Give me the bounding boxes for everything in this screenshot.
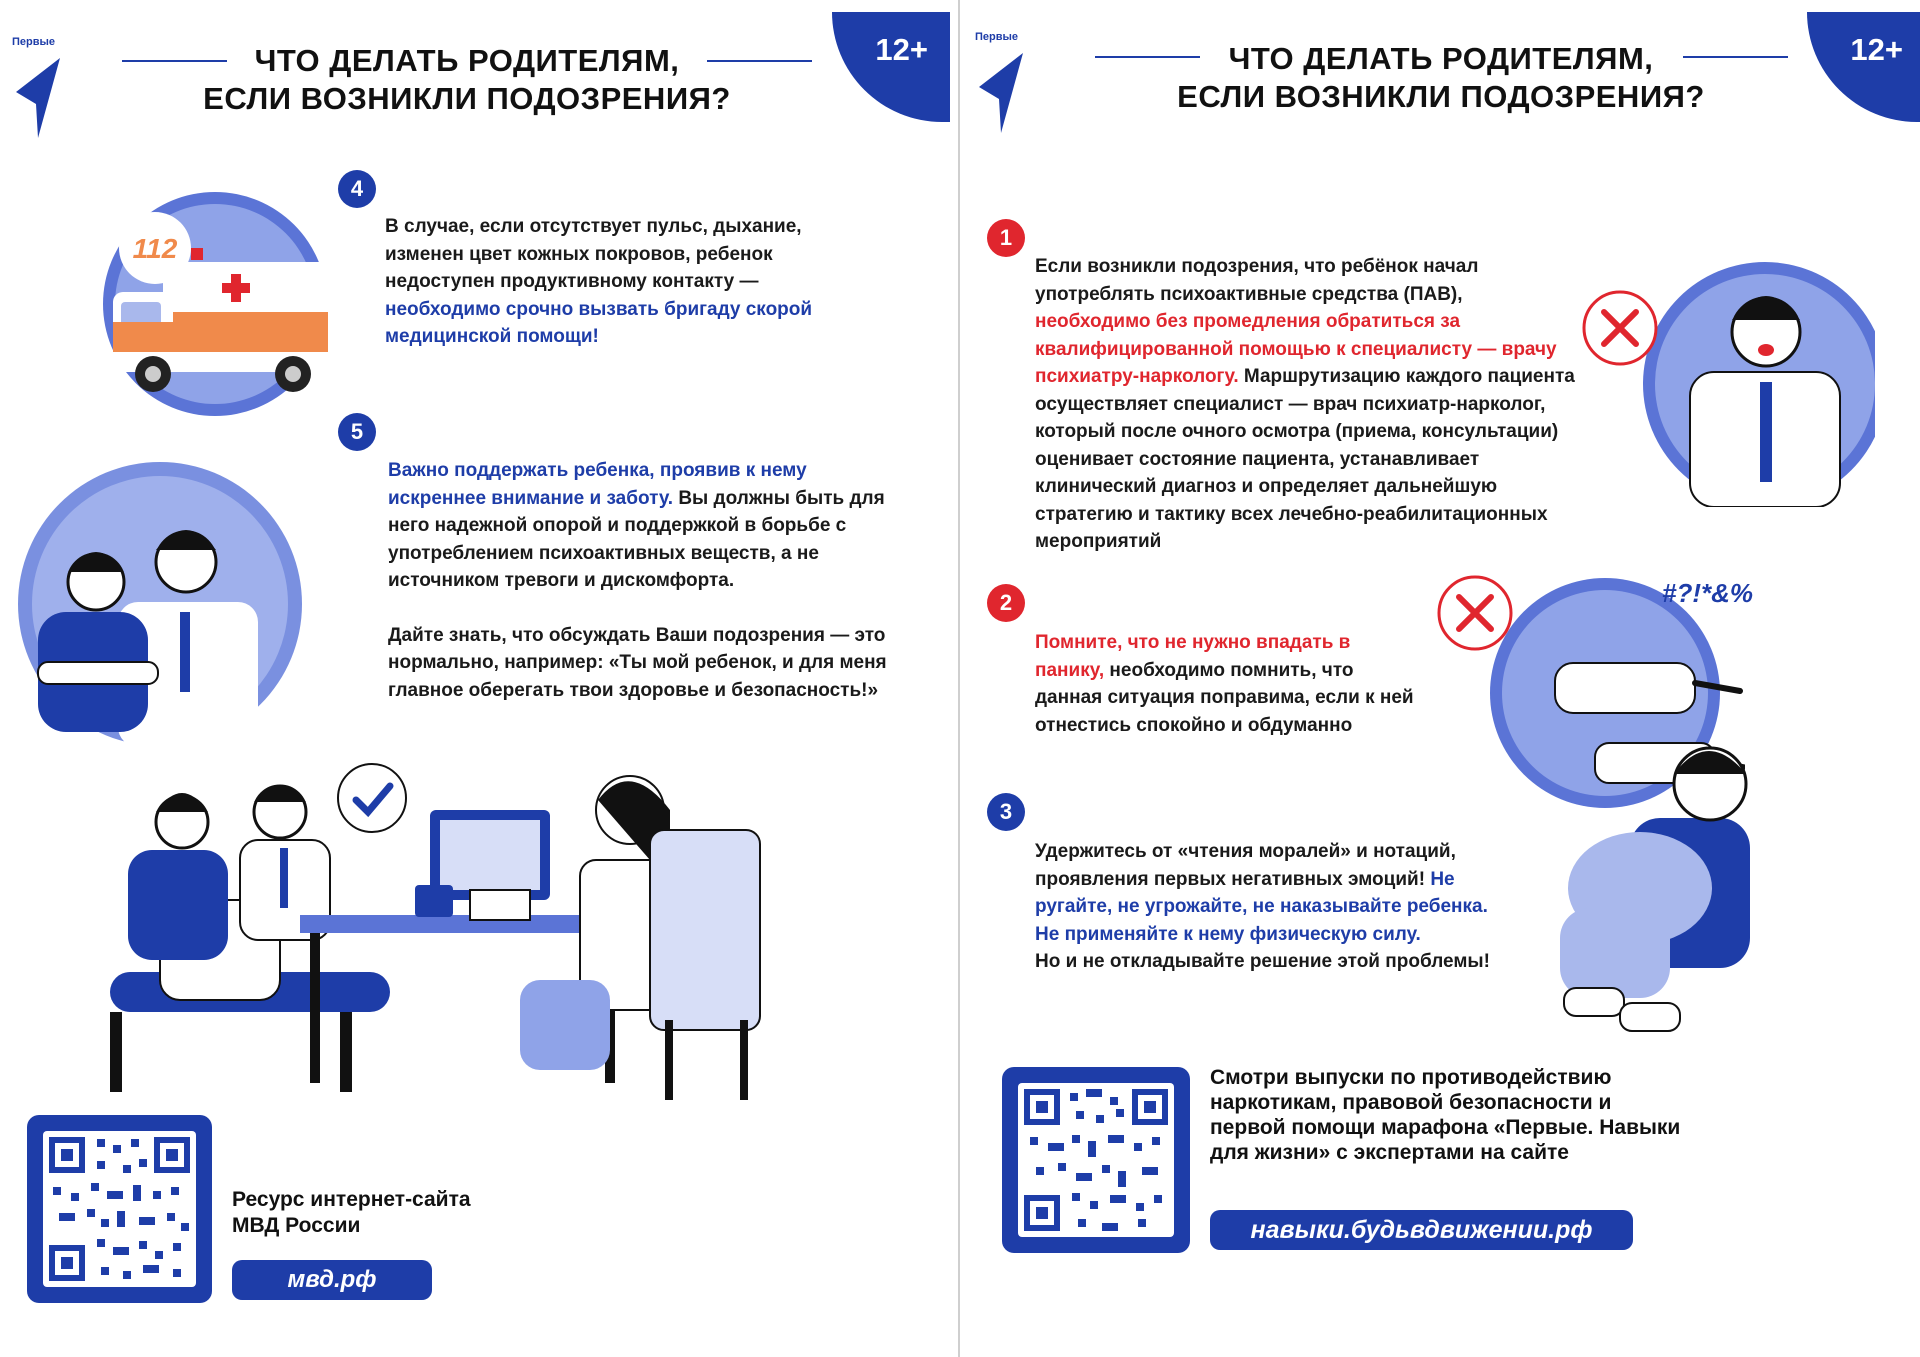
ambulance-label-112: 112 [132,233,178,264]
qr-icon [1018,1083,1174,1237]
left-page [0,0,955,1357]
pervye-logo-right: Первые [975,25,1045,135]
stressed-man-illustration [1580,262,1875,507]
step-1-badge: 1 [987,219,1025,257]
qr-code-mvd[interactable] [27,1115,212,1303]
age-badge-right: 12+ [1807,12,1920,122]
resource-caption: Ресурс интернет-сайта МВД России [232,1188,471,1237]
step-3-text: Удержитесь от «чтения моралей» и нотаций, проявления первых негативных эмоций! Не ругайте, не угрожайте, не наказывайте ребенка. Не применяйте к нему физическую силу. Но и не откладывайте решение этой проблемы! [1035,838,1505,976]
age-badge [832,12,950,122]
title-line-1: ЧТО ДЕЛАТЬ РОДИТЕЛЯМ, [254,43,680,78]
pervye-logo [12,30,82,140]
page-divider [958,0,960,1357]
step-4-badge: 4 [338,170,376,208]
qr-pattern [43,1131,196,1287]
qr-pattern [1018,1083,1174,1237]
title-line-2: ЕСЛИ ВОЗНИКЛИ ПОДОЗРЕНИЯ? [203,81,731,116]
ambulance-illustration [103,192,328,417]
step-5-text: Важно поддержать ребенка, проявив к нему искреннее внимание и заботу. Вы должны быть для него надежной опорой и поддержкой в борьбе с употреблением психоактивных веществ, а не источником тревоги и дискомфорта. Дайте знать, что обсуждать Ваши подозрения — это нормально, например: «Ты мой ребенок, и для меня главное оберегать твои здоровье и безопасность!» [388,457,908,704]
doctor-consultation-illustration [110,750,790,1110]
step-1-text: Если возникли подозрения, что ребёнок начал употреблять психоактивные средства (ПАВ), необходимо без промедления обратиться за квалифицированной помощью к специалисту — врачу психиатру-наркологу. Маршрутизацию каждого пациента осуществляет специалист — врач психиатр-нарколог, который после очного осмотра (приема, консультации) оценивает состояние пациента, устанавливает клинический диагноз и определяет дальнейшую стратегию и тактику всех лечебно-реабилитационных мероприятий [1035,256,1575,552]
step-2-badge: 2 [987,584,1025,622]
step-2-text: Помните, что не нужно впадать в панику, необходимо помнить, что данная ситуация поправима, если к ней отнестись спокойно и обдуманно [1035,632,1414,736]
age-text: 12+ [875,32,928,67]
step-3-closing: Но и не откладывайте решение этой проблемы! [1035,951,1490,972]
swear-symbols: #?!*&% [1662,578,1754,608]
link-navyki[interactable]: навыки.будьвдвижении.рф [1210,1210,1633,1250]
step-5-badge: 5 [338,413,376,451]
step-4-text: В случае, если отсутствует пульс, дыхание, изменен цвет кожных покровов, ребенок недоступен продуктивному контакту — необходимо срочно вызвать бригаду скорой медицинской помощи! [385,216,813,347]
sad-teen-illustration [1540,718,1785,1038]
step-3-badge: 3 [987,793,1025,831]
qr-code-navyki[interactable] [1002,1067,1190,1253]
logo-text: Первые [12,36,56,48]
qr-icon [43,1131,196,1287]
page-title [187,42,747,118]
step-5-quote: Дайте знать, что обсуждать Ваши подозрения — это нормально, например: «Ты мой ребенок, и для меня главное оберегать твои здоровье и безопасность!» [388,624,887,701]
parent-child-illustration [18,462,303,747]
link-mvd[interactable]: мвд.рф [232,1260,432,1300]
page-title-right: ЧТО ДЕЛАТЬ РОДИТЕЛЯМ, ЕСЛИ ВОЗНИКЛИ ПОДОЗРЕНИЯ? [1177,41,1705,114]
resource-caption-right: Смотри выпуски по противодействию наркотикам, правовой безопасности и первой помощи марафона «Первые. Навыки для жизни» с экспертами на сайте [1210,1066,1681,1164]
right-page [965,0,1920,1357]
